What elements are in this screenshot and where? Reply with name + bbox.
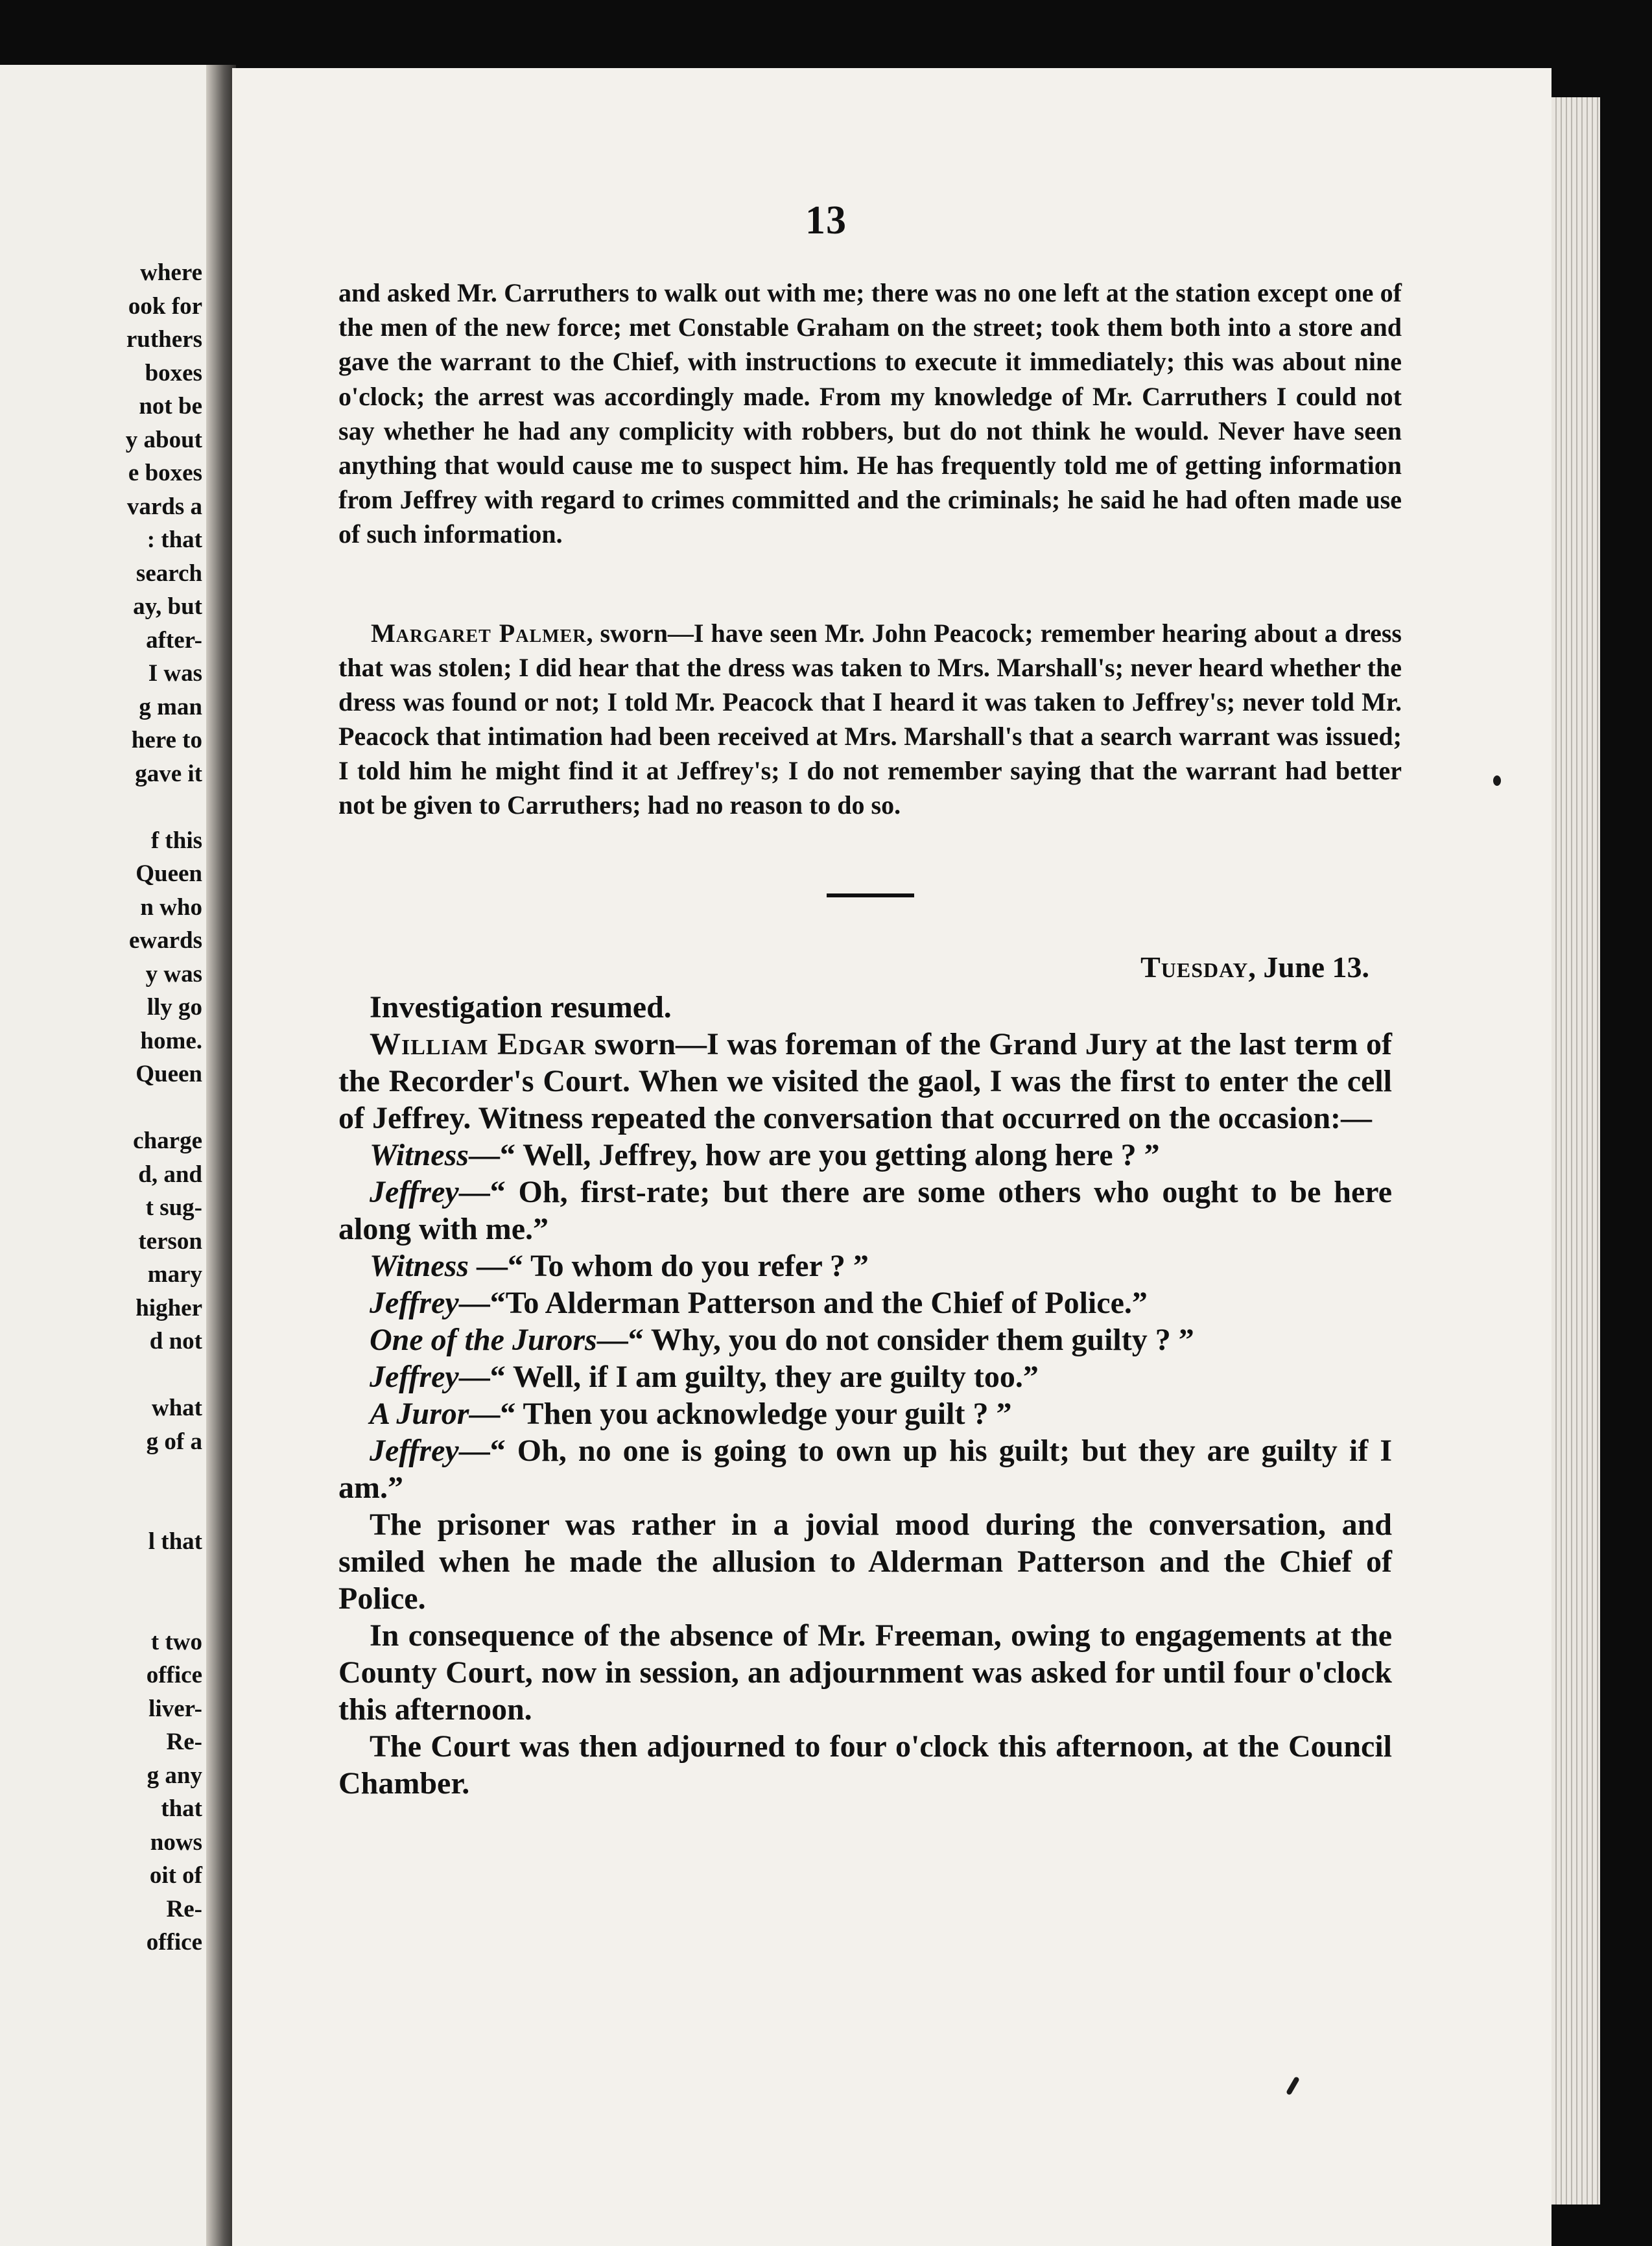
previous-page-line: gave it (135, 760, 202, 787)
testimony-text: , sworn—I have seen Mr. John Peacock; remember hearing about a dress that was stolen; I did hear that the dress was taken to Mrs. Marshall's; never heard whether the dress was found or not; I told Mr. Peacock that I heard it was taken to Jeffrey's; never told Mr. Peacock that intimation had been received at Mrs. Marshall's that a search warrant was issued; I told him he might find it at Jeffrey's; I do not remember saying that the warrant had better not be given to Carruthers; had no reason to do so. (338, 619, 1402, 820)
previous-page-line: Queen (136, 860, 202, 887)
previous-page-line: g any (147, 1762, 202, 1789)
speaker: A Juror (370, 1397, 469, 1431)
previous-page-line: g of a (146, 1428, 202, 1455)
closing-paragraph: In consequence of the absence of Mr. Freeman, owing to engagements at the County Court, now in session, an adjournment was asked for until four o'clock this afternoon. (338, 1618, 1392, 1727)
speaker: Witness (370, 1249, 469, 1283)
dialogue-line (338, 1247, 1392, 1284)
edgar-testimony (338, 1026, 1392, 1137)
previous-page-line: higher (136, 1294, 202, 1321)
previous-page-line: oit of (149, 1862, 202, 1889)
previous-page-line: n who (140, 893, 202, 921)
previous-page-line (0, 1091, 202, 1125)
page-edges (1552, 97, 1600, 2205)
utterance: —“ Oh, first-rate; but there are some others who ought to be here along with me.” (338, 1175, 1392, 1246)
previous-page-line: e boxes (128, 460, 202, 486)
previous-page-line: what (151, 1395, 202, 1421)
utterance: —“ Then you acknowledge your guilt ? ” (469, 1397, 1012, 1431)
closing-paragraph: The Court was then adjourned to four o'clock this afternoon, at the Council Chamber. (338, 1729, 1392, 1801)
previous-page-line: here to (131, 727, 202, 753)
utterance: —“ To whom do you refer ? ” (468, 1249, 869, 1283)
speaker: Jeffrey (370, 1286, 459, 1320)
previous-page-line: Queen (136, 1061, 202, 1087)
dialogue-line (338, 1321, 1392, 1358)
paragraph-text: and asked Mr. Carruthers to walk out with me; there was no one left at the station except one of the men of the new force; met Constable Graham on the street; took them both into a store and gave the warrant to the Chief, with instructions to execute it immediately; this was about nine o'clock; the arrest was accordingly made. From my knowledge of Mr. Carruthers I could not say whether he had any complicity with robbers, but do not think he would. Never have seen anything that would cause me to suspect him. He has frequently told me of getting information from Jeffrey with regard to crimes committed and the criminals; he said he had often made use of such information. (338, 278, 1402, 549)
previous-page-line (0, 1458, 202, 1492)
previous-page-line: ay, but (133, 593, 202, 620)
previous-page-line: : that (147, 526, 202, 553)
previous-page-line: mary (147, 1261, 202, 1288)
previous-page-line (0, 1492, 202, 1526)
previous-page-line: search (136, 560, 202, 587)
speaker: Jeffrey (370, 1360, 459, 1394)
dialogue-line (338, 1137, 1392, 1174)
previous-page-line (0, 1559, 202, 1592)
previous-page-line: f this (150, 827, 202, 854)
section-divider (827, 893, 914, 897)
testimony-text: sworn—I was foreman of the Grand Jury at the last term of the Recorder's Court. When we visited the gaol, I was the first to enter the cell of Jeffrey. Witness repeated the conversation that occurred on the occasion:— (338, 1027, 1392, 1135)
previous-page-line: t sug- (145, 1194, 202, 1221)
dialogue-line (338, 1358, 1392, 1395)
previous-page-line: liver- (148, 1695, 202, 1722)
previous-page-line: where (140, 259, 202, 286)
dialogue-line (338, 1284, 1392, 1321)
previous-page-line: g man (139, 693, 202, 720)
previous-page-text (0, 256, 202, 1959)
previous-page-line: charge (133, 1128, 202, 1154)
speaker: Jeffrey (370, 1434, 459, 1468)
utterance: —“To Alderman Patterson and the Chief of Police.” (458, 1286, 1148, 1320)
ink-spot (1493, 775, 1501, 786)
speaker: Jeffrey (370, 1175, 459, 1209)
previous-page-line: vards a (126, 493, 202, 520)
witness-name: William Edgar (370, 1027, 587, 1061)
dialogue-line (338, 1432, 1392, 1506)
utterance: —“ Why, you do not consider them guilty ? ” (596, 1323, 1194, 1357)
utterance: —“ Well, if I am guilty, they are guilty too.” (458, 1360, 1039, 1394)
closing-paragraph: The prisoner was rather in a jovial mood during the conversation, and smiled when he made the allusion to Alderman Patterson and the Chief of Police. (338, 1507, 1392, 1616)
previous-page-line: y about (125, 426, 202, 453)
previous-page-line: terson (138, 1227, 202, 1255)
june-13-proceedings (338, 989, 1392, 1802)
dialogue-line (338, 1174, 1392, 1247)
previous-page-line (0, 790, 202, 824)
utterance: —“ Oh, no one is going to own up his guilt; but they are guilty if I am.” (338, 1434, 1392, 1505)
previous-page-line: ook for (128, 292, 202, 320)
previous-page-line: l that (148, 1528, 202, 1555)
page-number: 13 (805, 198, 847, 242)
previous-page-line (0, 1358, 202, 1392)
dateline-day: Tuesday (1140, 951, 1249, 984)
previous-page-line: nows (150, 1828, 202, 1856)
paragraph-carruthers (338, 276, 1402, 552)
dialogue-line (338, 1395, 1392, 1432)
previous-page-line: y was (145, 960, 202, 987)
dateline-date: , June 13. (1248, 951, 1369, 984)
previous-page-line: d, and (138, 1161, 202, 1188)
resumed-heading: Investigation resumed. (370, 990, 672, 1024)
previous-page-line: office (146, 1662, 202, 1688)
previous-page-line: home. (140, 1027, 202, 1054)
previous-page-line: Re- (166, 1895, 202, 1922)
previous-page-line: after- (146, 626, 202, 654)
previous-page-line (0, 1592, 202, 1625)
previous-page-line: that (161, 1795, 202, 1822)
speaker: Witness (370, 1138, 469, 1172)
previous-page-line: t two (150, 1628, 202, 1655)
previous-page-line: not be (139, 393, 202, 420)
speaker: One of the Jurors (370, 1323, 597, 1357)
previous-page-line: lly go (147, 994, 202, 1021)
utterance: —“ Well, Jeffrey, how are you getting along here ? ” (468, 1138, 1160, 1172)
witness-name: Margaret Palmer (371, 619, 587, 648)
previous-page-line: I was (148, 660, 202, 687)
previous-page-line: ewards (128, 927, 202, 954)
dateline (1070, 950, 1369, 984)
previous-page-line: office (146, 1929, 202, 1956)
paragraph-palmer (338, 616, 1402, 822)
previous-page-line: ruthers (126, 326, 202, 353)
previous-page-line: boxes (145, 359, 202, 386)
previous-page-line: d not (149, 1328, 202, 1354)
previous-page-line: Re- (166, 1729, 202, 1755)
